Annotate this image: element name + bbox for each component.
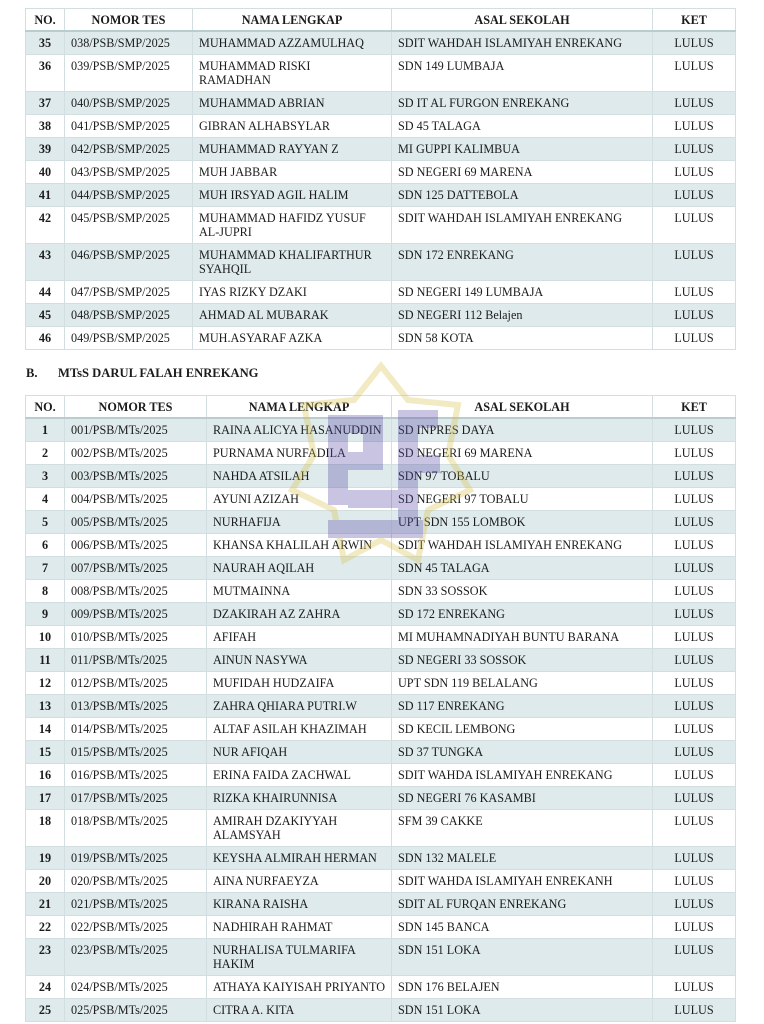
cell-nomor-tes: 017/PSB/MTs/2025	[65, 787, 207, 810]
table-row	[26, 847, 736, 870]
cell-no: 19	[26, 847, 65, 870]
cell-no: 40	[26, 161, 65, 184]
cell-no: 1	[26, 418, 65, 442]
cell-ket: LULUS	[653, 55, 736, 92]
cell-nama-lengkap: NURHAFIJA	[207, 511, 392, 534]
cell-no: 5	[26, 511, 65, 534]
cell-no: 18	[26, 810, 65, 847]
cell-no: 24	[26, 976, 65, 999]
cell-nama-lengkap: AINA NURFAEYZA	[207, 870, 392, 893]
table-row	[26, 741, 736, 764]
section-title: MTsS DARUL FALAH ENREKANG	[58, 366, 259, 380]
cell-ket: LULUS	[653, 999, 736, 1022]
cell-nama-lengkap: KHANSA KHALILAH ARWIN	[207, 534, 392, 557]
section-b-heading	[26, 366, 258, 381]
cell-asal-sekolah: UPT SDN 119 BELALANG	[392, 672, 653, 695]
results-table-b	[25, 395, 736, 1022]
cell-nomor-tes: 024/PSB/MTs/2025	[65, 976, 207, 999]
table-row	[26, 580, 736, 603]
cell-ket: LULUS	[653, 718, 736, 741]
cell-asal-sekolah: SDN 132 MALELE	[392, 847, 653, 870]
cell-nomor-tes: 040/PSB/SMP/2025	[65, 92, 193, 115]
cell-ket: LULUS	[653, 893, 736, 916]
table-row	[26, 281, 736, 304]
cell-nomor-tes: 043/PSB/SMP/2025	[65, 161, 193, 184]
cell-ket: LULUS	[653, 184, 736, 207]
table-a-body	[26, 31, 736, 350]
cell-nomor-tes: 006/PSB/MTs/2025	[65, 534, 207, 557]
table-row	[26, 810, 736, 847]
table-row	[26, 603, 736, 626]
cell-nomor-tes: 048/PSB/SMP/2025	[65, 304, 193, 327]
table-row	[26, 999, 736, 1022]
table-row	[26, 207, 736, 244]
cell-nama-lengkap: MUH.ASYARAF AZKA	[193, 327, 392, 350]
cell-nomor-tes: 003/PSB/MTs/2025	[65, 465, 207, 488]
cell-nama-lengkap: ATHAYA KAIYISAH PRIYANTO	[207, 976, 392, 999]
cell-ket: LULUS	[653, 787, 736, 810]
cell-nomor-tes: 047/PSB/SMP/2025	[65, 281, 193, 304]
cell-nomor-tes: 015/PSB/MTs/2025	[65, 741, 207, 764]
table-row	[26, 893, 736, 916]
cell-asal-sekolah: SD KECIL LEMBONG	[392, 718, 653, 741]
cell-nomor-tes: 012/PSB/MTs/2025	[65, 672, 207, 695]
cell-asal-sekolah: SDN 151 LOKA	[392, 999, 653, 1022]
table-row	[26, 557, 736, 580]
cell-asal-sekolah: SDIT AL FURQAN ENREKANG	[392, 893, 653, 916]
cell-ket: LULUS	[653, 741, 736, 764]
cell-nama-lengkap: MUHAMMAD RAYYAN Z	[193, 138, 392, 161]
table-row	[26, 787, 736, 810]
cell-asal-sekolah: SDIT WAHDAH ISLAMIYAH ENREKANG	[392, 31, 653, 55]
cell-ket: LULUS	[653, 281, 736, 304]
cell-asal-sekolah: SDN 125 DATTEBOLA	[392, 184, 653, 207]
cell-nomor-tes: 038/PSB/SMP/2025	[65, 31, 193, 55]
table-header-row	[26, 9, 736, 32]
cell-nomor-tes: 013/PSB/MTs/2025	[65, 695, 207, 718]
cell-nama-lengkap: ALTAF ASILAH KHAZIMAH	[207, 718, 392, 741]
cell-asal-sekolah: UPT SDN 155 LOMBOK	[392, 511, 653, 534]
table-row	[26, 304, 736, 327]
table-row	[26, 442, 736, 465]
table-row	[26, 976, 736, 999]
col-header-asal-sekolah: ASAL SEKOLAH	[392, 9, 653, 32]
cell-ket: LULUS	[653, 672, 736, 695]
cell-asal-sekolah: SD NEGERI 149 LUMBAJA	[392, 281, 653, 304]
table-row	[26, 31, 736, 55]
cell-asal-sekolah: SD NEGERI 69 MARENA	[392, 161, 653, 184]
cell-asal-sekolah: SD 117 ENREKANG	[392, 695, 653, 718]
table-row	[26, 488, 736, 511]
cell-ket: LULUS	[653, 115, 736, 138]
cell-asal-sekolah: MI GUPPI KALIMBUA	[392, 138, 653, 161]
cell-no: 12	[26, 672, 65, 695]
col-header-nomor-tes: NOMOR TES	[65, 9, 193, 32]
cell-ket: LULUS	[653, 207, 736, 244]
cell-no: 2	[26, 442, 65, 465]
cell-nomor-tes: 010/PSB/MTs/2025	[65, 626, 207, 649]
col-header-asal-sekolah: ASAL SEKOLAH	[392, 396, 653, 419]
cell-ket: LULUS	[653, 810, 736, 847]
cell-nomor-tes: 042/PSB/SMP/2025	[65, 138, 193, 161]
cell-ket: LULUS	[653, 580, 736, 603]
cell-nomor-tes: 039/PSB/SMP/2025	[65, 55, 193, 92]
cell-asal-sekolah: SDN 58 KOTA	[392, 327, 653, 350]
table-row	[26, 138, 736, 161]
cell-ket: LULUS	[653, 511, 736, 534]
cell-ket: LULUS	[653, 916, 736, 939]
cell-nama-lengkap: NUR AFIQAH	[207, 741, 392, 764]
col-header-nomor-tes: NOMOR TES	[65, 396, 207, 419]
cell-nama-lengkap: MUFIDAH HUDZAIFA	[207, 672, 392, 695]
table-row	[26, 672, 736, 695]
cell-nama-lengkap: CITRA A. KITA	[207, 999, 392, 1022]
cell-nomor-tes: 021/PSB/MTs/2025	[65, 893, 207, 916]
section-letter: B.	[26, 366, 38, 380]
cell-nama-lengkap: IYAS RIZKY DZAKI	[193, 281, 392, 304]
cell-asal-sekolah: SDIT WAHDA ISLAMIYAH ENREKANH	[392, 870, 653, 893]
cell-no: 3	[26, 465, 65, 488]
cell-no: 39	[26, 138, 65, 161]
cell-asal-sekolah: SFM 39 CAKKE	[392, 810, 653, 847]
cell-no: 41	[26, 184, 65, 207]
cell-nomor-tes: 023/PSB/MTs/2025	[65, 939, 207, 976]
cell-nomor-tes: 011/PSB/MTs/2025	[65, 649, 207, 672]
cell-nomor-tes: 045/PSB/SMP/2025	[65, 207, 193, 244]
col-header-ket: KET	[653, 396, 736, 419]
table-header-row	[26, 396, 736, 419]
table-row	[26, 916, 736, 939]
cell-asal-sekolah: SDN 151 LOKA	[392, 939, 653, 976]
cell-no: 36	[26, 55, 65, 92]
cell-nomor-tes: 018/PSB/MTs/2025	[65, 810, 207, 847]
cell-asal-sekolah: SD IT AL FURGON ENREKANG	[392, 92, 653, 115]
cell-asal-sekolah: SD 172 ENREKANG	[392, 603, 653, 626]
cell-nomor-tes: 007/PSB/MTs/2025	[65, 557, 207, 580]
cell-nama-lengkap: MUHAMMAD HAFIDZ YUSUF AL-JUPRI	[193, 207, 392, 244]
table-row	[26, 418, 736, 442]
cell-no: 43	[26, 244, 65, 281]
col-header-no: NO.	[26, 9, 65, 32]
cell-nomor-tes: 044/PSB/SMP/2025	[65, 184, 193, 207]
cell-ket: LULUS	[653, 304, 736, 327]
cell-no: 11	[26, 649, 65, 672]
cell-asal-sekolah: SDN 97 TOBALU	[392, 465, 653, 488]
cell-ket: LULUS	[653, 465, 736, 488]
cell-nama-lengkap: RAINA ALICYA HASANUDDIN	[207, 418, 392, 442]
results-table-a	[25, 8, 736, 350]
cell-nama-lengkap: AHMAD AL MUBARAK	[193, 304, 392, 327]
cell-ket: LULUS	[653, 870, 736, 893]
cell-nomor-tes: 002/PSB/MTs/2025	[65, 442, 207, 465]
cell-asal-sekolah: SDN 176 BELAJEN	[392, 976, 653, 999]
cell-nama-lengkap: NAURAH AQILAH	[207, 557, 392, 580]
table-row	[26, 534, 736, 557]
cell-asal-sekolah: SDIT WAHDA ISLAMIYAH ENREKANG	[392, 764, 653, 787]
table-row	[26, 939, 736, 976]
cell-nama-lengkap: MUTMAINNA	[207, 580, 392, 603]
cell-nama-lengkap: AINUN NASYWA	[207, 649, 392, 672]
cell-nama-lengkap: MUHAMMAD RISKI RAMADHAN	[193, 55, 392, 92]
table-row	[26, 55, 736, 92]
cell-no: 9	[26, 603, 65, 626]
cell-nama-lengkap: AFIFAH	[207, 626, 392, 649]
cell-nama-lengkap: MUH JABBAR	[193, 161, 392, 184]
cell-ket: LULUS	[653, 534, 736, 557]
table-row	[26, 718, 736, 741]
cell-no: 37	[26, 92, 65, 115]
table-row	[26, 184, 736, 207]
cell-no: 42	[26, 207, 65, 244]
table-row	[26, 92, 736, 115]
cell-nama-lengkap: MUHAMMAD ABRIAN	[193, 92, 392, 115]
table-row	[26, 327, 736, 350]
cell-ket: LULUS	[653, 244, 736, 281]
cell-no: 17	[26, 787, 65, 810]
cell-nomor-tes: 008/PSB/MTs/2025	[65, 580, 207, 603]
cell-asal-sekolah: MI MUHAMNADIYAH BUNTU BARANA	[392, 626, 653, 649]
cell-ket: LULUS	[653, 557, 736, 580]
cell-ket: LULUS	[653, 31, 736, 55]
cell-no: 22	[26, 916, 65, 939]
cell-asal-sekolah: SD NEGERI 33 SOSSOK	[392, 649, 653, 672]
cell-no: 21	[26, 893, 65, 916]
cell-no: 38	[26, 115, 65, 138]
cell-nama-lengkap: AMIRAH DZAKIYYAH ALAMSYAH	[207, 810, 392, 847]
cell-ket: LULUS	[653, 161, 736, 184]
cell-nama-lengkap: NURHALISA TULMARIFA HAKIM	[207, 939, 392, 976]
cell-asal-sekolah: SDN 172 ENREKANG	[392, 244, 653, 281]
cell-no: 16	[26, 764, 65, 787]
cell-ket: LULUS	[653, 695, 736, 718]
cell-nama-lengkap: ZAHRA QHIARA PUTRI.W	[207, 695, 392, 718]
cell-nomor-tes: 005/PSB/MTs/2025	[65, 511, 207, 534]
cell-nama-lengkap: AYUNI AZIZAH	[207, 488, 392, 511]
cell-ket: LULUS	[653, 626, 736, 649]
cell-nomor-tes: 020/PSB/MTs/2025	[65, 870, 207, 893]
cell-nomor-tes: 016/PSB/MTs/2025	[65, 764, 207, 787]
cell-no: 13	[26, 695, 65, 718]
cell-no: 20	[26, 870, 65, 893]
cell-ket: LULUS	[653, 847, 736, 870]
cell-ket: LULUS	[653, 939, 736, 976]
cell-ket: LULUS	[653, 327, 736, 350]
cell-nama-lengkap: MUHAMMAD KHALIFARTHUR SYAHQIL	[193, 244, 392, 281]
cell-ket: LULUS	[653, 603, 736, 626]
cell-asal-sekolah: SD INPRES DAYA	[392, 418, 653, 442]
cell-asal-sekolah: SDIT WAHDAH ISLAMIYAH ENREKANG	[392, 207, 653, 244]
table-row	[26, 695, 736, 718]
cell-nomor-tes: 041/PSB/SMP/2025	[65, 115, 193, 138]
cell-asal-sekolah: SD 37 TUNGKA	[392, 741, 653, 764]
cell-ket: LULUS	[653, 976, 736, 999]
cell-nomor-tes: 019/PSB/MTs/2025	[65, 847, 207, 870]
table-row	[26, 649, 736, 672]
cell-nama-lengkap: DZAKIRAH AZ ZAHRA	[207, 603, 392, 626]
cell-no: 35	[26, 31, 65, 55]
cell-ket: LULUS	[653, 92, 736, 115]
table-row	[26, 161, 736, 184]
cell-nomor-tes: 014/PSB/MTs/2025	[65, 718, 207, 741]
cell-no: 7	[26, 557, 65, 580]
table-row	[26, 626, 736, 649]
cell-no: 14	[26, 718, 65, 741]
cell-ket: LULUS	[653, 418, 736, 442]
cell-asal-sekolah: SDN 45 TALAGA	[392, 557, 653, 580]
cell-nomor-tes: 001/PSB/MTs/2025	[65, 418, 207, 442]
table-row	[26, 511, 736, 534]
cell-nama-lengkap: GIBRAN ALHABSYLAR	[193, 115, 392, 138]
cell-nama-lengkap: PURNAMA NURFADILA	[207, 442, 392, 465]
cell-asal-sekolah: SDN 33 SOSSOK	[392, 580, 653, 603]
table-row	[26, 465, 736, 488]
cell-asal-sekolah: SD NEGERI 69 MARENA	[392, 442, 653, 465]
cell-nama-lengkap: KEYSHA ALMIRAH HERMAN	[207, 847, 392, 870]
cell-nama-lengkap: MUHAMMAD AZZAMULHAQ	[193, 31, 392, 55]
cell-nomor-tes: 025/PSB/MTs/2025	[65, 999, 207, 1022]
cell-nama-lengkap: NAHDA ATSILAH	[207, 465, 392, 488]
cell-asal-sekolah: SDIT WAHDAH ISLAMIYAH ENREKANG	[392, 534, 653, 557]
cell-no: 10	[26, 626, 65, 649]
cell-no: 4	[26, 488, 65, 511]
cell-ket: LULUS	[653, 649, 736, 672]
table-row	[26, 244, 736, 281]
cell-ket: LULUS	[653, 138, 736, 161]
cell-ket: LULUS	[653, 488, 736, 511]
cell-asal-sekolah: SD NEGERI 97 TOBALU	[392, 488, 653, 511]
cell-no: 45	[26, 304, 65, 327]
cell-no: 46	[26, 327, 65, 350]
table-row	[26, 115, 736, 138]
cell-nomor-tes: 004/PSB/MTs/2025	[65, 488, 207, 511]
cell-asal-sekolah: SD 45 TALAGA	[392, 115, 653, 138]
cell-nama-lengkap: KIRANA RAISHA	[207, 893, 392, 916]
cell-asal-sekolah: SDN 145 BANCA	[392, 916, 653, 939]
cell-nama-lengkap: ERINA FAIDA ZACHWAL	[207, 764, 392, 787]
table-row	[26, 764, 736, 787]
cell-asal-sekolah: SD NEGERI 112 Belajen	[392, 304, 653, 327]
cell-nomor-tes: 009/PSB/MTs/2025	[65, 603, 207, 626]
cell-no: 6	[26, 534, 65, 557]
cell-no: 23	[26, 939, 65, 976]
cell-no: 8	[26, 580, 65, 603]
cell-asal-sekolah: SDN 149 LUMBAJA	[392, 55, 653, 92]
cell-nomor-tes: 046/PSB/SMP/2025	[65, 244, 193, 281]
cell-asal-sekolah: SD NEGERI 76 KASAMBI	[392, 787, 653, 810]
table-row	[26, 870, 736, 893]
col-header-ket: KET	[653, 9, 736, 32]
cell-no: 25	[26, 999, 65, 1022]
cell-ket: LULUS	[653, 442, 736, 465]
cell-no: 44	[26, 281, 65, 304]
cell-nama-lengkap: MUH IRSYAD AGIL HALIM	[193, 184, 392, 207]
cell-nomor-tes: 022/PSB/MTs/2025	[65, 916, 207, 939]
col-header-nama-lengkap: NAMA LENGKAP	[193, 9, 392, 32]
col-header-nama-lengkap: NAMA LENGKAP	[207, 396, 392, 419]
cell-ket: LULUS	[653, 764, 736, 787]
cell-nomor-tes: 049/PSB/SMP/2025	[65, 327, 193, 350]
cell-no: 15	[26, 741, 65, 764]
cell-nama-lengkap: NADHIRAH RAHMAT	[207, 916, 392, 939]
col-header-no: NO.	[26, 396, 65, 419]
table-b-body	[26, 418, 736, 1022]
cell-nama-lengkap: RIZKA KHAIRUNNISA	[207, 787, 392, 810]
